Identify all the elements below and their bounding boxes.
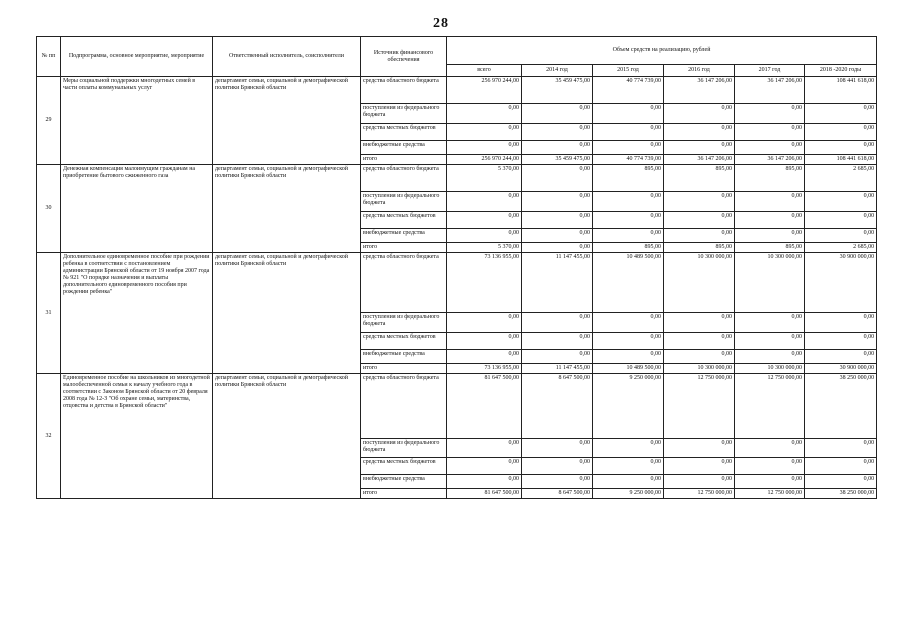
header-col: 2014 год <box>522 65 593 77</box>
amount-cell: 0,00 <box>447 350 522 364</box>
amount-cell: 0,00 <box>805 212 877 229</box>
table-row <box>37 374 877 439</box>
amount-cell: 30 900 000,00 <box>805 253 877 313</box>
funding-source: внебюджетные средства <box>361 350 447 364</box>
amount-cell: 0,00 <box>735 141 805 155</box>
amount-cell: 36 147 206,00 <box>664 155 735 165</box>
amount-cell: 10 489 500,00 <box>593 253 664 313</box>
amount-cell: 73 136 955,00 <box>447 364 522 374</box>
entry-number: 32 <box>37 374 61 499</box>
amount-cell: 0,00 <box>735 313 805 333</box>
funding-source: средства областного бюджета <box>361 165 447 192</box>
amount-cell: 0,00 <box>664 229 735 243</box>
amount-cell: 0,00 <box>447 229 522 243</box>
amount-cell: 895,00 <box>664 243 735 253</box>
amount-cell: 0,00 <box>735 212 805 229</box>
amount-cell: 81 647 500,00 <box>447 489 522 499</box>
amount-cell: 0,00 <box>447 439 522 458</box>
entry-number: 29 <box>37 77 61 165</box>
entry-executor: департамент семьи, социальной и демографической политики Брянской области <box>213 374 361 499</box>
amount-cell: 8 647 500,00 <box>522 374 593 439</box>
amount-cell: 0,00 <box>522 458 593 475</box>
amount-cell: 0,00 <box>593 141 664 155</box>
amount-cell: 10 300 000,00 <box>664 253 735 313</box>
amount-cell: 12 750 000,00 <box>664 489 735 499</box>
amount-cell: 0,00 <box>593 333 664 350</box>
amount-cell: 30 900 000,00 <box>805 364 877 374</box>
amount-cell: 0,00 <box>664 350 735 364</box>
amount-cell: 0,00 <box>522 313 593 333</box>
amount-cell: 0,00 <box>805 475 877 489</box>
amount-cell: 0,00 <box>805 439 877 458</box>
funding-source: внебюджетные средства <box>361 229 447 243</box>
amount-cell: 0,00 <box>664 439 735 458</box>
entry-executor: департамент семьи, социальной и демографической политики Брянской области <box>213 253 361 374</box>
entry-name: Меры социальной поддержки многодетных семей в части оплаты коммунальных услуг <box>61 77 213 165</box>
amount-cell: 256 970 244,00 <box>447 155 522 165</box>
amount-cell: 0,00 <box>447 192 522 212</box>
amount-cell: 0,00 <box>664 333 735 350</box>
amount-cell: 0,00 <box>593 104 664 124</box>
amount-cell: 0,00 <box>664 475 735 489</box>
header-col: 2018 -2020 годы <box>805 65 877 77</box>
entry-name: Денежная компенсация малоимущим гражданам на приобретение бытового сжиженного газа <box>61 165 213 253</box>
entry-executor: департамент семьи, социальной и демографической политики Брянской области <box>213 165 361 253</box>
amount-cell: 0,00 <box>593 439 664 458</box>
funding-source: итого <box>361 364 447 374</box>
amount-cell: 0,00 <box>735 333 805 350</box>
funding-source: итого <box>361 243 447 253</box>
amount-cell: 0,00 <box>805 124 877 141</box>
amount-cell: 0,00 <box>805 104 877 124</box>
amount-cell: 73 136 955,00 <box>447 253 522 313</box>
funding-source: итого <box>361 155 447 165</box>
amount-cell: 2 685,00 <box>805 243 877 253</box>
amount-cell: 0,00 <box>735 439 805 458</box>
funding-source: средства местных бюджетов <box>361 458 447 475</box>
amount-cell: 10 300 000,00 <box>735 253 805 313</box>
amount-cell: 0,00 <box>805 350 877 364</box>
amount-cell: 0,00 <box>593 475 664 489</box>
amount-cell: 8 647 500,00 <box>522 489 593 499</box>
amount-cell: 0,00 <box>805 313 877 333</box>
amount-cell: 0,00 <box>522 350 593 364</box>
amount-cell: 40 774 739,00 <box>593 77 664 104</box>
amount-cell: 35 459 475,00 <box>522 77 593 104</box>
amount-cell: 0,00 <box>522 104 593 124</box>
amount-cell: 0,00 <box>593 124 664 141</box>
amount-cell: 0,00 <box>522 212 593 229</box>
amount-cell: 0,00 <box>522 333 593 350</box>
amount-cell: 0,00 <box>664 192 735 212</box>
entry-name: Единовременное пособие на школьников из многодетной малообеспеченной семьи к началу учебного года в соответствии с Законом Брянской области от 20 февраля 2008 года № 12-З "Об охране семьи, материнства, отцовства и детства в Брянской области" <box>61 374 213 499</box>
amount-cell: 895,00 <box>593 243 664 253</box>
amount-cell: 0,00 <box>593 313 664 333</box>
funding-source: поступления из федерального бюджета <box>361 313 447 333</box>
amount-cell: 256 970 244,00 <box>447 77 522 104</box>
amount-cell: 0,00 <box>735 350 805 364</box>
table-row <box>37 253 877 313</box>
amount-cell: 11 147 455,00 <box>522 253 593 313</box>
amount-cell: 36 147 206,00 <box>735 155 805 165</box>
amount-cell: 895,00 <box>664 165 735 192</box>
amount-cell: 40 774 739,00 <box>593 155 664 165</box>
amount-cell: 0,00 <box>735 475 805 489</box>
funding-source: средства областного бюджета <box>361 374 447 439</box>
funding-source: итого <box>361 489 447 499</box>
amount-cell: 0,00 <box>522 243 593 253</box>
funding-source: поступления из федерального бюджета <box>361 104 447 124</box>
amount-cell: 0,00 <box>805 333 877 350</box>
amount-cell: 0,00 <box>447 313 522 333</box>
amount-cell: 81 647 500,00 <box>447 374 522 439</box>
amount-cell: 0,00 <box>664 458 735 475</box>
header-col: 2015 год <box>593 65 664 77</box>
amount-cell: 895,00 <box>593 165 664 192</box>
funding-source: средства местных бюджетов <box>361 124 447 141</box>
amount-cell: 10 300 000,00 <box>735 364 805 374</box>
amount-cell: 0,00 <box>593 458 664 475</box>
amount-cell: 12 750 000,00 <box>735 374 805 439</box>
page-number: 28 <box>433 16 449 31</box>
amount-cell: 0,00 <box>664 104 735 124</box>
amount-cell: 5 370,00 <box>447 243 522 253</box>
header-executor: Ответственный исполнитель, соисполнители <box>213 37 361 77</box>
funding-source: средства областного бюджета <box>361 77 447 104</box>
amount-cell: 0,00 <box>805 192 877 212</box>
amount-cell: 11 147 455,00 <box>522 364 593 374</box>
table-row <box>37 77 877 104</box>
amount-cell: 0,00 <box>735 458 805 475</box>
amount-cell: 0,00 <box>522 475 593 489</box>
amount-cell: 9 250 000,00 <box>593 374 664 439</box>
amount-cell: 10 300 000,00 <box>664 364 735 374</box>
entry-name: Дополнительное единовременное пособие при рождении ребенка в соответствии с постановлением администрации Брянской области от 19 ноября 2007 года № 921 "О порядке назначения и выплаты дополнительного единовременного пособия при рождении ребенка" <box>61 253 213 374</box>
amount-cell: 0,00 <box>593 212 664 229</box>
amount-cell: 0,00 <box>593 192 664 212</box>
amount-cell: 36 147 206,00 <box>735 77 805 104</box>
amount-cell: 0,00 <box>664 124 735 141</box>
amount-cell: 0,00 <box>447 212 522 229</box>
amount-cell: 10 489 500,00 <box>593 364 664 374</box>
header-no: № пп <box>37 37 61 77</box>
header-name: Подпрограмма, основное мероприятие, мероприятие <box>61 37 213 77</box>
header-col: всего <box>447 65 522 77</box>
amount-cell: 0,00 <box>735 192 805 212</box>
amount-cell: 0,00 <box>805 458 877 475</box>
amount-cell: 0,00 <box>805 229 877 243</box>
amount-cell: 0,00 <box>735 104 805 124</box>
entry-number: 31 <box>37 253 61 374</box>
amount-cell: 0,00 <box>735 229 805 243</box>
funding-source: внебюджетные средства <box>361 475 447 489</box>
entry-executor: департамент семьи, социальной и демографической политики Брянской области <box>213 77 361 165</box>
funding-source: средства местных бюджетов <box>361 333 447 350</box>
amount-cell: 895,00 <box>735 165 805 192</box>
amount-cell: 38 250 000,00 <box>805 374 877 439</box>
amount-cell: 0,00 <box>664 141 735 155</box>
amount-cell: 36 147 206,00 <box>664 77 735 104</box>
amount-cell: 0,00 <box>447 458 522 475</box>
amount-cell: 0,00 <box>447 333 522 350</box>
amount-cell: 0,00 <box>522 124 593 141</box>
amount-cell: 0,00 <box>522 165 593 192</box>
header-col: 2016 год <box>664 65 735 77</box>
amount-cell: 0,00 <box>593 229 664 243</box>
funding-source: поступления из федерального бюджета <box>361 192 447 212</box>
amount-cell: 0,00 <box>664 313 735 333</box>
funding-source: средства местных бюджетов <box>361 212 447 229</box>
amount-cell: 5 370,00 <box>447 165 522 192</box>
amount-cell: 0,00 <box>447 475 522 489</box>
amount-cell: 0,00 <box>522 192 593 212</box>
table-row <box>37 165 877 192</box>
amount-cell: 0,00 <box>522 141 593 155</box>
entry-number: 30 <box>37 165 61 253</box>
amount-cell: 0,00 <box>735 124 805 141</box>
amount-cell: 9 250 000,00 <box>593 489 664 499</box>
amount-cell: 0,00 <box>447 141 522 155</box>
amount-cell: 895,00 <box>735 243 805 253</box>
amount-cell: 12 750 000,00 <box>664 374 735 439</box>
header-col: 2017 год <box>735 65 805 77</box>
amount-cell: 38 250 000,00 <box>805 489 877 499</box>
funding-source: поступления из федерального бюджета <box>361 439 447 458</box>
funding-source: внебюджетные средства <box>361 141 447 155</box>
amount-cell: 0,00 <box>664 212 735 229</box>
budget-table <box>36 36 877 499</box>
amount-cell: 0,00 <box>593 350 664 364</box>
header-volume: Объем средств на реализацию, рублей <box>447 37 877 65</box>
amount-cell: 0,00 <box>522 439 593 458</box>
amount-cell: 108 441 618,00 <box>805 77 877 104</box>
amount-cell: 108 441 618,00 <box>805 155 877 165</box>
amount-cell: 0,00 <box>522 229 593 243</box>
amount-cell: 0,00 <box>805 141 877 155</box>
amount-cell: 35 459 475,00 <box>522 155 593 165</box>
header-source: Источник финансового обеспечения <box>361 37 447 77</box>
amount-cell: 0,00 <box>447 124 522 141</box>
amount-cell: 0,00 <box>447 104 522 124</box>
amount-cell: 2 685,00 <box>805 165 877 192</box>
funding-source: средства областного бюджета <box>361 253 447 313</box>
amount-cell: 12 750 000,00 <box>735 489 805 499</box>
